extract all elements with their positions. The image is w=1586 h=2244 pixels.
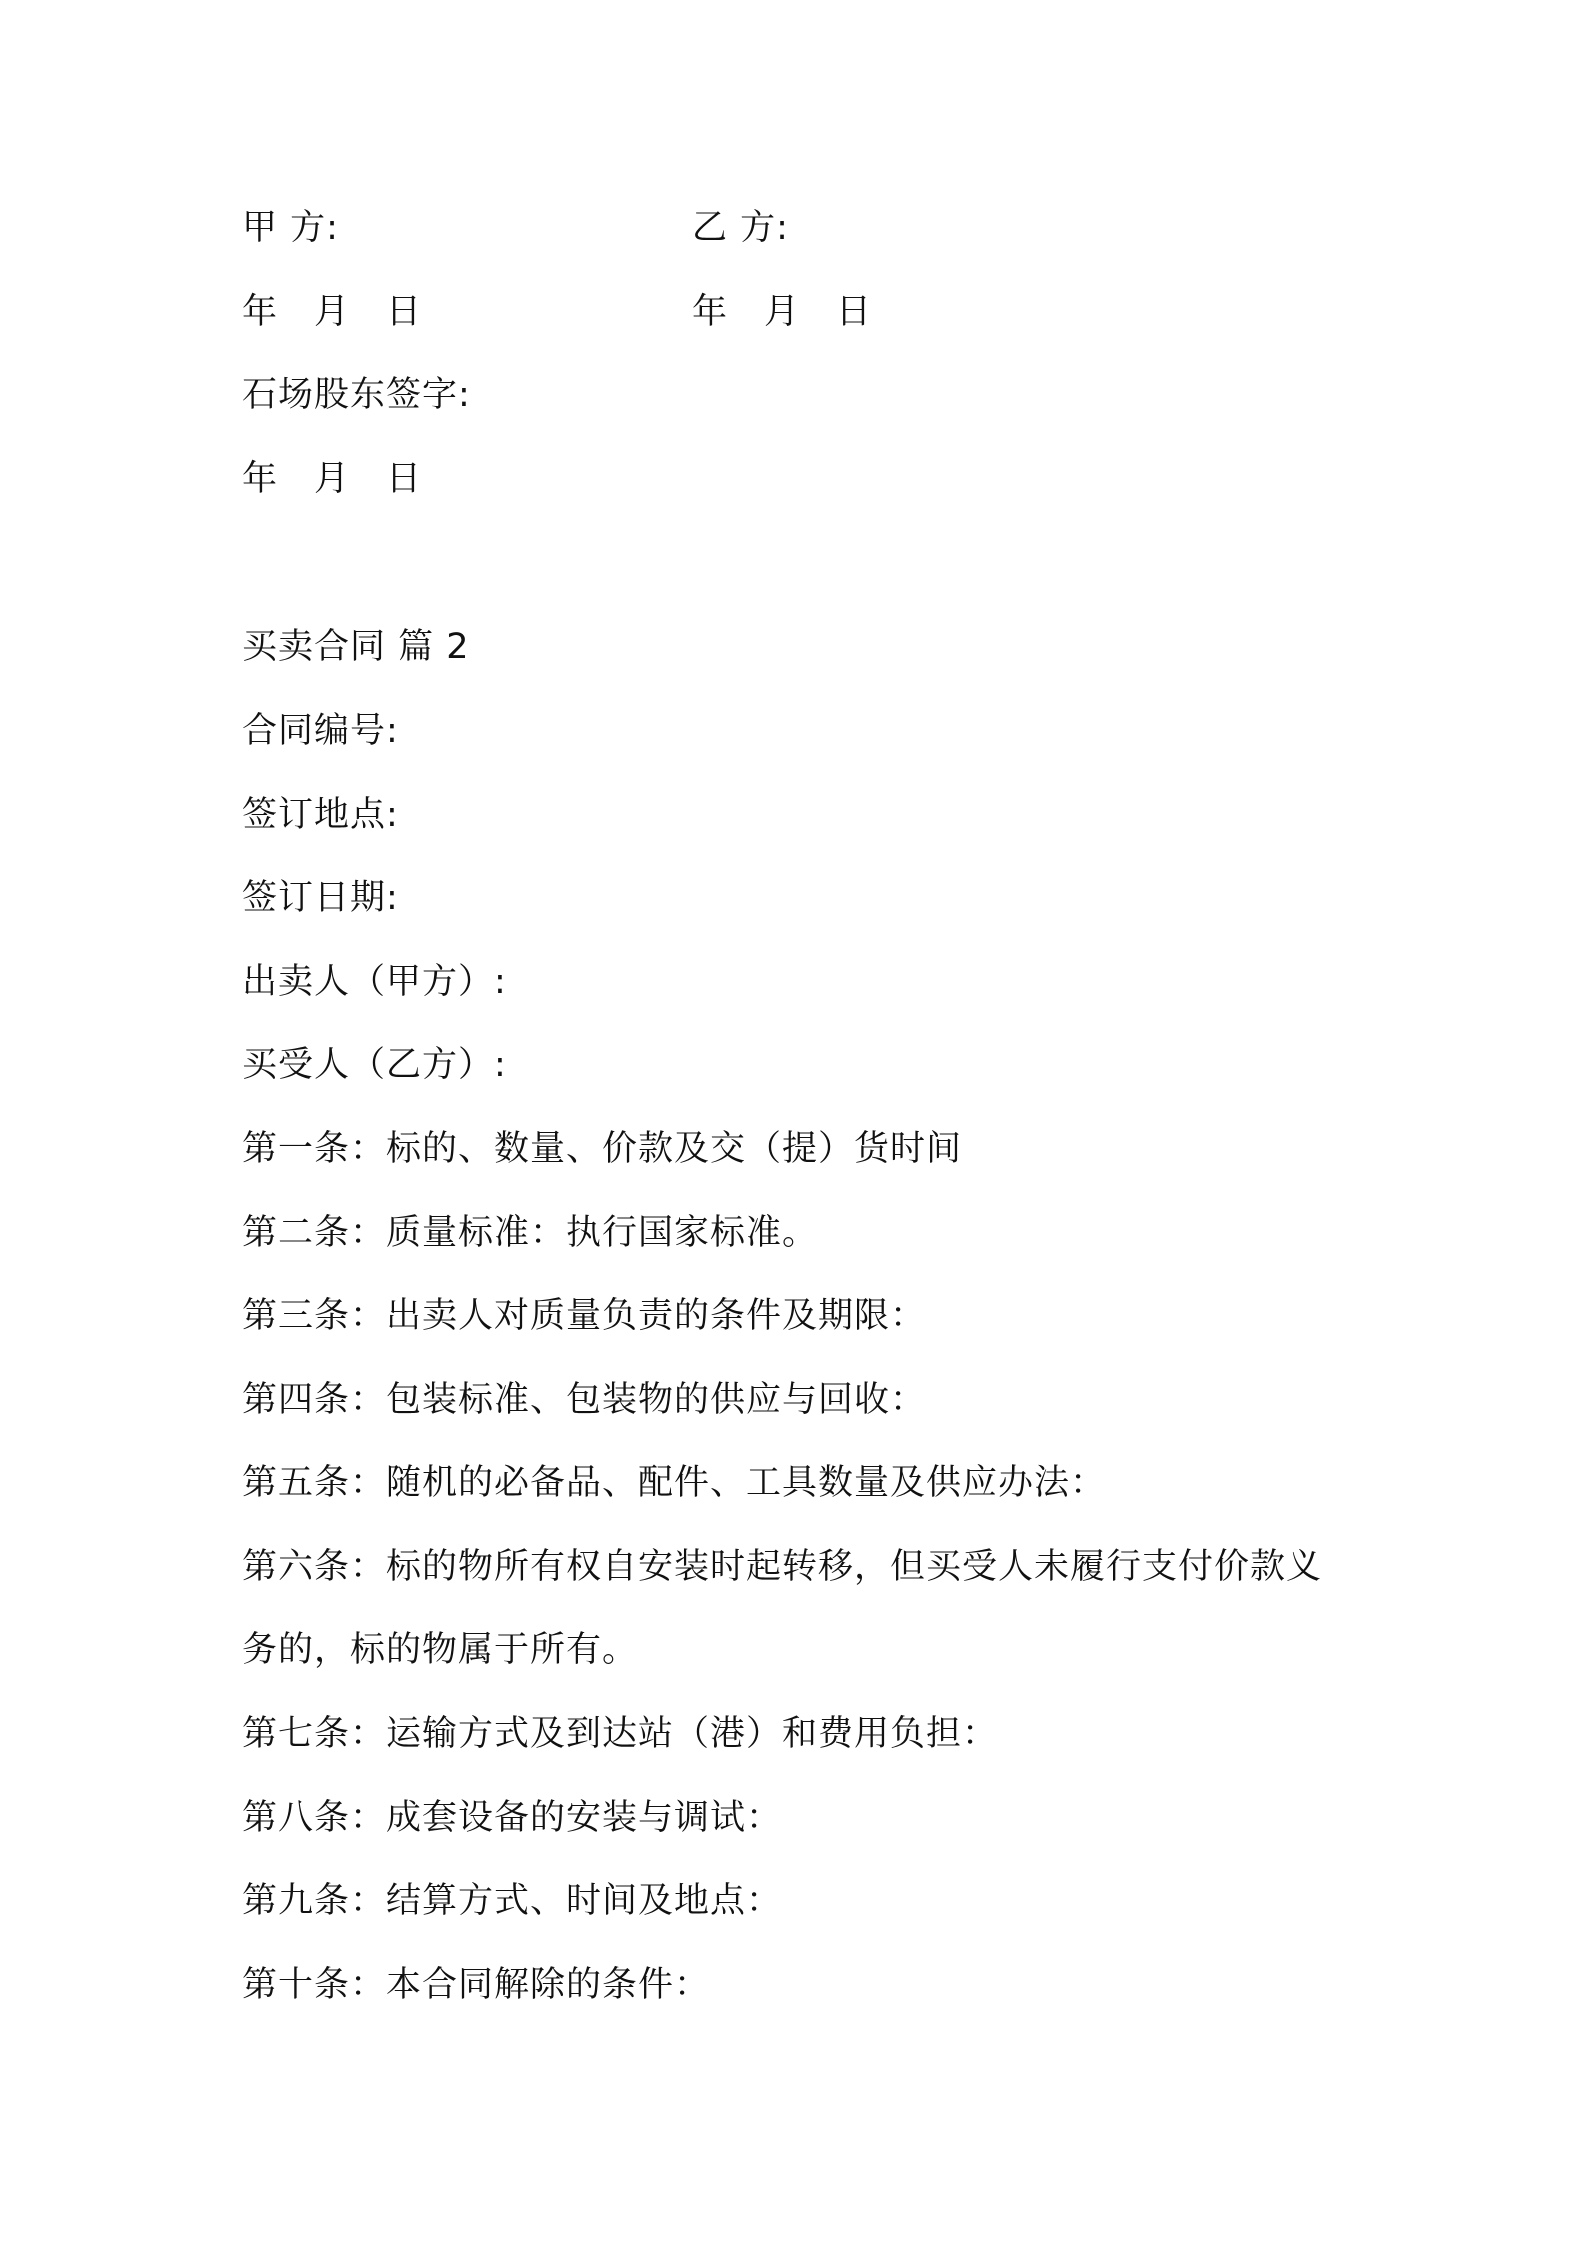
party-a-signature-label: 甲 方: [242, 208, 339, 248]
party-b-date: 年 月 日 [692, 292, 873, 332]
shareholder-signature-label: 石场股东签字: [242, 375, 471, 415]
contract-field-date: 签订日期: [242, 878, 399, 918]
contract-field-seller: 出卖人（甲方）: [242, 962, 507, 1002]
article-7: 第七条：运输方式及到达站（港）和费用负担： [242, 1714, 999, 1754]
party-a-date: 年 月 日 [242, 292, 423, 332]
article-10: 第十条：本合同解除的条件： [242, 1965, 711, 2005]
article-6-continuation: 务的，标的物属于所有。 [242, 1630, 639, 1670]
article-6: 第六条：标的物所有权自安装时起转移，但买受人未履行支付价款义 [242, 1547, 1323, 1587]
article-8: 第八条：成套设备的安装与调试： [242, 1798, 783, 1838]
contract-field-number: 合同编号: [242, 711, 399, 751]
contract-field-place: 签订地点: [242, 795, 399, 835]
article-4: 第四条：包装标准、包装物的供应与回收： [242, 1380, 927, 1420]
article-5: 第五条：随机的必备品、配件、工具数量及供应办法： [242, 1463, 1107, 1503]
contract-field-buyer: 买受人（乙方）: [242, 1045, 507, 1085]
contract-heading: 买卖合同 篇 2 [242, 627, 470, 667]
article-3: 第三条：出卖人对质量负责的条件及期限： [242, 1296, 927, 1336]
article-9: 第九条：结算方式、时间及地点： [242, 1881, 783, 1921]
shareholder-date: 年 月 日 [242, 459, 423, 499]
party-b-signature-label: 乙 方: [692, 208, 789, 248]
article-1: 第一条：标的、数量、价款及交（提）货时间 [242, 1129, 963, 1169]
article-2: 第二条：质量标准：执行国家标准。 [242, 1213, 819, 1253]
